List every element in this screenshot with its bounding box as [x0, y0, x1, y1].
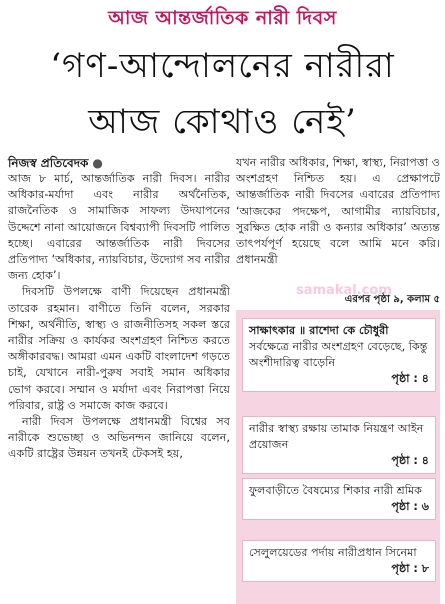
bullet-icon: ● — [92, 156, 103, 170]
related-item-title: ফুলবাড়ীতে বৈষম্যের শিকার নারী শ্রমিক — [249, 484, 423, 497]
related-item-page: পৃষ্ঠা : ৬ — [391, 500, 429, 513]
related-item-tag: সাক্ষাৎকার ॥ রাশেদা কে চৌধুরী — [249, 324, 389, 337]
related-item-page: পৃষ্ঠা : ৮ — [391, 562, 429, 575]
paragraph-3: নারী দিবস উপলক্ষে প্রধানমন্ত্রী বিশ্বের সব নারীকে শুভেচ্ছা ও অভিনন্দন জানিয়ে বলেন, একটি রাষ্ট্রের উন্নয়ন তখনই টেকসই হয়, — [8, 415, 230, 461]
related-item-title: সেলুলয়েডের পর্দায় নারীপ্রধান সিনেমা — [249, 546, 417, 559]
headline-line-1: ‘গণ-আন্দোলনের নারীরা — [50, 46, 395, 86]
related-item-2[interactable] — [242, 416, 436, 474]
headline-line-2: আজ কোথাও নেই’ — [88, 102, 357, 142]
related-item-page: পৃষ্ঠা : ৪ — [391, 372, 429, 385]
related-item-4[interactable] — [242, 540, 436, 582]
related-item-title: নারীর স্বাস্থ্য রক্ষায় তামাক নিয়ন্ত্রণ আইন প্রয়োজন — [249, 422, 424, 451]
paragraph-2: দিবসটি উপলক্ষে বাণী দিয়েছেন প্রধানমন্ত্রী তারেক রহমান। বাণীতে তিনি বলেন, সরকার শিক্ষা, অর্থনীতি, স্বাস্থ্য ও রাজনীতিসহ সকল স্তরে নারীর সক্রিয় ও কার্যকর অংশগ্রহণ নিশ্চিত করতে অঙ্গীকারবদ্ধ। আমরা এমন একটি বাংলাদেশ গড়তে চাই, যেখানে নারী-পুরুষ সবাই সমান অধিকার ভোগ করবে। সম্মান ও মর্যাদা এবং নিরাপত্তা নিয়ে পরিবার, রাষ্ট্র ও সমাজে কাজ করবে। — [8, 285, 230, 412]
article-right-column — [236, 155, 440, 268]
related-item-1[interactable] — [242, 318, 436, 392]
related-item-title: সর্বক্ষেত্রে নারীর অংশগ্রহণ বেড়েছে, কিন্তু অংশীদারিত্ব বাড়েনি — [249, 340, 428, 369]
article-left-column — [8, 171, 230, 463]
headline — [0, 38, 445, 150]
related-item-3[interactable] — [242, 478, 436, 520]
watermark-logo: samakal.com — [296, 283, 392, 298]
continued-line: এরপর পৃষ্ঠা ৯, কলাম ৫ — [344, 294, 440, 305]
byline-text: নিজস্ব প্রতিবেদক — [8, 156, 89, 170]
related-item-page: পৃষ্ঠা : ৪ — [391, 454, 429, 467]
right-column-text: যখন নারীর অধিকার, শিক্ষা, স্বাস্থ্য, নিরাপত্তা ও অংশগ্রহণ নিশ্চিত হয়। এ প্রেক্ষাপটে আন্তর্জাতিক নারী দিবসের এবারের প্রতিপাদ্য ‘আজকের পদক্ষেপ, আগামীর ন্যায়বিচার, সুরক্ষিত হোক নারী ও কন্যার অধিকার’ অত্যন্ত তাৎপর্যপূর্ণ হয়েছে বলে আমি মনে করি। প্রধানমন্ত্রী — [236, 156, 440, 267]
paragraph-1: আজ ৮ মার্চ, আন্তর্জাতিক নারী দিবস। নারীর অধিকার-মর্যাদা এবং নারীর অর্থনৈতিক, রাজনৈতিক ও সামাজিক সাফল্য উদযাপনের উদ্দেশে নানা আয়োজনে বিশ্বব্যাপী দিবসটি পালিত হচ্ছে। এবারের আন্তর্জাতিক নারী দিবসের প্রতিপাদ্য ‘অধিকার, ন্যায়বিচার, উদ্যোগ সব নারীর জন্য হোক’। — [8, 172, 230, 283]
kicker-heading: আজ আন্তর্জাতিক নারী দিবস — [108, 7, 337, 29]
